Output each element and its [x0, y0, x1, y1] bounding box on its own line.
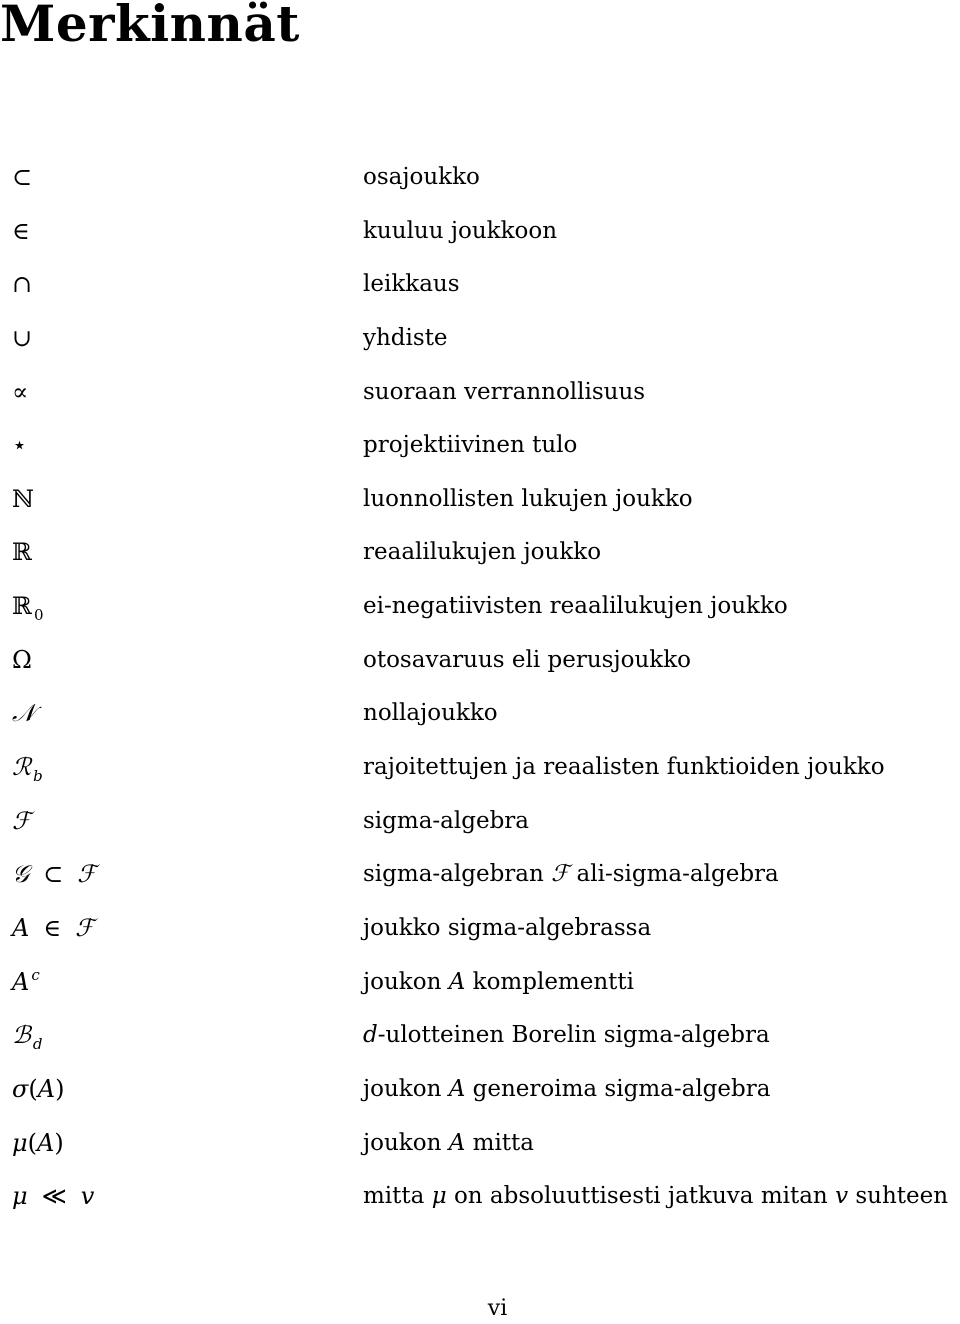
bounded-functions-symbol: [12, 752, 43, 785]
notation-row-measure: [0, 1116, 960, 1170]
intersection-symbol: ∩: [12, 270, 33, 299]
description-math: v: [835, 1183, 849, 1210]
notation-row-generated-sigma-algebra: [0, 1062, 960, 1116]
notation-row-null-set: [0, 686, 960, 740]
description-text: -ulotteinen Borelin sigma-algebra: [377, 1022, 770, 1049]
notation-description: luonnollisten lukujen joukko: [363, 485, 693, 512]
symbol-function: σ: [12, 1074, 29, 1103]
symbol-right: ℱ: [77, 860, 97, 889]
notation-row-bounded-functions: [0, 740, 960, 794]
description-text: on absoluuttisesti jatkuva mitan: [453, 1183, 828, 1210]
notation-description: [363, 1074, 770, 1104]
notation-description: [363, 1020, 770, 1050]
borel-symbol: [12, 1020, 42, 1053]
symbol-superscript: c: [31, 965, 40, 984]
notation-description: [363, 859, 779, 889]
symbol-operator: ∈: [43, 913, 62, 942]
symbol-left: μ: [12, 1182, 28, 1211]
reals-symbol: ℝ: [12, 538, 32, 567]
description-text: komplementti: [472, 968, 634, 995]
notation-row-sub-sigma-algebra: [0, 847, 960, 901]
description-text: mitta: [363, 1183, 425, 1210]
complement-symbol: [12, 967, 40, 1000]
symbol-right: v: [80, 1182, 95, 1211]
omega-symbol: Ω: [12, 645, 32, 674]
generated-sigma-algebra-symbol: σ(A): [12, 1074, 65, 1103]
page-title: Merkinnät: [0, 0, 300, 53]
sigma-algebra-symbol: ℱ: [12, 806, 31, 835]
notation-row-union: [0, 311, 960, 365]
notation-list: [0, 150, 960, 1223]
proportional-symbol: ∝: [12, 377, 29, 406]
naturals-symbol: ℕ: [12, 484, 34, 513]
description-text: mitta: [472, 1129, 535, 1156]
notation-row-star: [0, 418, 960, 472]
notation-row-set-in-sigma-algebra: [0, 901, 960, 955]
notation-description: kuuluu joukkoon: [363, 217, 558, 244]
notation-description: nollajoukko: [363, 700, 498, 727]
notation-description: projektiivinen tulo: [363, 432, 578, 459]
description-text: sigma-algebran: [363, 861, 544, 888]
description-math: ℱ: [551, 861, 570, 888]
notation-description: [363, 967, 634, 997]
description-math: A: [448, 968, 466, 995]
notation-description: [363, 1128, 534, 1158]
notation-description: sigma-algebra: [363, 807, 530, 834]
symbol-argument: A: [37, 1074, 56, 1103]
notation-row-reals: [0, 525, 960, 579]
description-text: joukon: [363, 968, 442, 995]
nonnegative-reals-symbol: [12, 591, 44, 624]
symbol-subscript: b: [33, 767, 43, 786]
absolute-continuity-symbol: [12, 1181, 94, 1211]
notation-row-proportional: [0, 365, 960, 419]
star-symbol: ⋆: [12, 431, 28, 460]
description-math: A: [448, 1129, 466, 1156]
notation-row-sigma-algebra: [0, 794, 960, 848]
symbol-function: μ: [12, 1128, 28, 1157]
symbol-base: ℝ: [12, 592, 32, 621]
symbol-subscript: 0: [33, 606, 44, 625]
notation-description: reaalilukujen joukko: [363, 539, 602, 566]
notation-row-complement: [0, 955, 960, 1009]
symbol-base: A: [12, 967, 30, 996]
notation-row-absolute-continuity: [0, 1169, 960, 1223]
page-number: vi: [487, 1296, 508, 1321]
notation-description: yhdiste: [363, 324, 448, 351]
description-text: suhteen: [855, 1183, 949, 1210]
symbol-subscript: d: [32, 1035, 43, 1054]
symbol-argument: A: [36, 1128, 55, 1157]
description-text: joukon: [363, 1075, 442, 1102]
notation-description: [363, 1181, 948, 1211]
notation-row-naturals: [0, 472, 960, 526]
symbol-left: 𝒢: [12, 860, 30, 889]
null-set-symbol: 𝒩: [12, 699, 35, 728]
notation-row-sample-space: [0, 633, 960, 687]
element-of-symbol: ∈: [12, 216, 30, 245]
description-math: μ: [431, 1183, 447, 1210]
notation-row-subset: [0, 150, 960, 204]
notation-description: osajoukko: [363, 164, 480, 190]
description-text: ali-sigma-algebra: [576, 861, 779, 888]
union-symbol: ∪: [12, 323, 33, 352]
notation-description: rajoitettujen ja reaalisten funktioiden joukko: [363, 754, 885, 781]
notation-description: otosavaruus eli perusjoukko: [363, 646, 691, 673]
symbol-left: A: [12, 913, 30, 942]
description-text: generoima sigma-algebra: [472, 1075, 771, 1102]
description-math: A: [448, 1075, 466, 1102]
symbol-base: ℬ: [12, 1021, 31, 1050]
notation-row-borel: [0, 1008, 960, 1062]
notation-description: leikkaus: [363, 271, 460, 298]
measure-symbol: μ(A): [12, 1128, 64, 1157]
sub-sigma-algebra-symbol: [12, 859, 96, 889]
notation-description: ei-negatiivisten reaalilukujen joukko: [363, 593, 788, 620]
symbol-operator: ≪: [41, 1182, 67, 1211]
symbol-right: ℱ: [75, 913, 94, 942]
notation-description: suoraan verrannollisuus: [363, 378, 646, 405]
set-in-sigma-algebra-symbol: [12, 913, 94, 943]
notation-description: joukko sigma-algebrassa: [363, 914, 652, 941]
symbol-base: ℛ: [12, 753, 32, 782]
notation-row-nonnegative-reals: [0, 579, 960, 633]
subset-symbol: ⊂: [12, 163, 33, 191]
symbol-operator: ⊂: [43, 860, 64, 889]
description-text: joukon: [363, 1129, 442, 1156]
notation-row-element-of: [0, 204, 960, 258]
notation-row-intersection: [0, 257, 960, 311]
description-math: d: [363, 1022, 378, 1049]
